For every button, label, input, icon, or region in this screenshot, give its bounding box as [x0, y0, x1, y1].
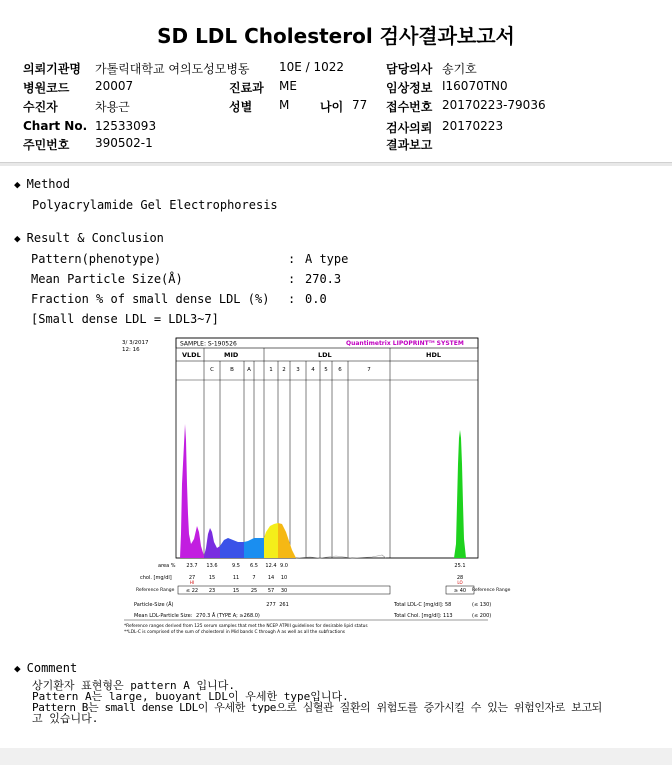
institution-value: 가톨릭대학교 여의도성모병동	[95, 62, 250, 76]
chol-lo-flag: LO	[457, 580, 463, 585]
resident-value: 390502-1	[95, 136, 153, 150]
area-ldl2: 9.0	[280, 563, 288, 569]
chol-c: 15	[208, 575, 216, 581]
hospital-code-label: 병원코드	[23, 81, 70, 95]
doctor-value: 송기호	[442, 62, 477, 76]
band-5: 5	[324, 367, 328, 373]
area-c: 13.6	[206, 563, 218, 569]
band-1: 1	[269, 367, 273, 373]
comment-line-2: Pattern A는 large, buoyant LDL이 우세한 type입니다.	[32, 690, 349, 703]
band-b: B	[230, 367, 234, 373]
band-4: 4	[311, 367, 315, 373]
request-value: 20170223	[442, 119, 504, 133]
ref-row-label: Reference Range	[136, 588, 175, 593]
total-chol: Total Chol. [mg/dl]: 113	[394, 613, 453, 619]
clinical-info-value: I16070TN0	[442, 79, 508, 93]
chol-hdl: 28	[456, 575, 464, 581]
lipoprint-time: 12: 16	[122, 347, 140, 353]
fraction-value: 0.0	[305, 292, 327, 306]
pattern-value: A type	[305, 252, 349, 266]
age-value: 77	[352, 98, 368, 112]
footnote-2: **LDL-C is comprised of the sum of cholesterol in Mid bands C through A as well as all the subfractions	[124, 630, 346, 635]
ref-hdl: ≥ 40	[453, 588, 467, 594]
lipoprint-brand: Quantimetrix LIPOPRINT™ SYSTEM	[346, 340, 464, 347]
chol-ldl1: 14	[267, 575, 275, 581]
ward-value: 10E / 1022	[279, 60, 345, 74]
report-label: 결과보고	[386, 138, 433, 152]
department-value: ME	[279, 79, 297, 93]
group-vldl: VLDL	[182, 351, 201, 359]
doctor-label: 담당의사	[386, 62, 433, 76]
comment-line-1: 상기환자 표현형은 pattern A 입니다.	[32, 679, 235, 692]
area-a: 6.5	[250, 563, 258, 569]
ref-ldl2: 30	[280, 588, 288, 594]
group-ldl: LDL	[318, 351, 332, 359]
group-hdl: HDL	[426, 351, 441, 359]
mean-size-label: Mean LDL-Particle Size:	[134, 613, 193, 619]
chart-no-label: Chart No.	[23, 119, 88, 133]
ref-b: 15	[232, 588, 240, 594]
ref-a: 25	[250, 588, 258, 594]
diamond-bullet-icon: ◆	[14, 662, 21, 675]
band-6: 6	[338, 367, 342, 373]
area-b: 9.5	[232, 563, 240, 569]
result-heading	[14, 231, 164, 245]
pattern-label: Pattern(phenotype)	[31, 252, 162, 266]
lipoprint-date: 3/ 3/2017	[122, 340, 149, 346]
header-divider	[0, 162, 672, 166]
total-ldlc-ref: (≤ 130)	[472, 602, 492, 608]
hospital-code-value: 20007	[95, 79, 134, 93]
chol-a: 7	[252, 575, 256, 581]
area-ldl1: 12.4	[265, 563, 277, 569]
lipoprint-report	[120, 334, 511, 642]
band-a: A	[247, 367, 251, 373]
chol-vldl: 27	[188, 575, 196, 581]
band-c: C	[210, 367, 214, 373]
area-hdl: 25.1	[454, 563, 466, 569]
particle-row-label: Particle-Size (Å)	[134, 602, 174, 608]
sex-value: M	[279, 98, 290, 112]
particle-ldl1: 277	[266, 602, 276, 608]
particle-size-label: Mean Particle Size(Å)	[31, 272, 183, 286]
comment-heading	[14, 661, 77, 675]
department-label: 진료과	[229, 81, 264, 95]
receipt-value: 20170223-79036	[442, 98, 546, 112]
footnote-1: *Reference ranges derived from 125 serum samples that met the NCEP ATPIII guidelines for desirable lipid status	[124, 624, 368, 629]
band-2: 2	[282, 367, 286, 373]
area-row-label: area %	[158, 563, 176, 569]
comment-heading-text: Comment	[26, 661, 78, 675]
institution-label: 의뢰기관명	[23, 62, 81, 76]
fraction-sep: :	[288, 292, 296, 306]
result-heading-text: Result & Conclusion	[26, 231, 164, 245]
mean-size-value: 270.3 Å (TYPE A; ≥268.0)	[196, 613, 260, 619]
particle-size-value: 270.3	[305, 272, 342, 286]
comment-line-3: Pattern B는 small dense LDL이 우세한 type으로 심혈관 질환의 위험도를 증가시킬 수 있는 위험인자로 보고되	[32, 701, 602, 714]
band-7: 7	[367, 367, 371, 373]
receipt-label: 접수번호	[386, 100, 433, 114]
lipoprint-sample: SAMPLE: S-190526	[180, 340, 237, 348]
diamond-bullet-icon: ◆	[14, 178, 21, 191]
area-vldl: 23.7	[186, 563, 198, 569]
age-label: 나이	[320, 100, 344, 114]
method-text: Polyacrylamide Gel Electrophoresis	[32, 198, 278, 212]
chol-row-label: chol. [mg/dl]	[140, 575, 172, 581]
clinical-info-label: 임상정보	[386, 81, 433, 95]
particle-size-sep: :	[288, 272, 296, 286]
total-chol-ref: (≤ 200)	[472, 613, 492, 619]
patient-label: 수진자	[23, 100, 58, 114]
chol-ldl2: 10	[280, 575, 288, 581]
method-heading	[14, 177, 70, 191]
sex-label: 성별	[229, 100, 253, 114]
band-3: 3	[296, 367, 300, 373]
footer-band	[0, 748, 672, 765]
ref-range-right: Reference Range	[472, 588, 511, 593]
fraction-label: Fraction % of small dense LDL (%)	[31, 292, 270, 306]
patient-value: 차용근	[95, 100, 130, 114]
ref-vldl: ≤ 22	[185, 588, 199, 594]
chart-no-value: 12533093	[95, 119, 157, 133]
request-label: 검사의뢰	[386, 121, 433, 135]
group-mid: MID	[224, 351, 239, 359]
diamond-bullet-icon: ◆	[14, 232, 21, 245]
report-title: SD LDL Cholesterol 검사결과보고서	[157, 24, 515, 48]
ref-ldl1: 57	[267, 588, 275, 594]
comment-line-4: 고 있습니다.	[32, 712, 99, 725]
ref-c: 23	[208, 588, 216, 594]
particle-ldl2: 261	[279, 602, 289, 608]
chol-b: 11	[232, 575, 240, 581]
method-heading-text: Method	[26, 177, 70, 191]
pattern-sep: :	[288, 252, 296, 266]
chol-hi-flag: HI	[189, 580, 195, 585]
total-ldlc: Total LDL-C [mg/dl]: 58	[394, 602, 452, 608]
small-dense-note: [Small dense LDL = LDL3~7]	[31, 312, 219, 326]
resident-label: 주민번호	[23, 138, 70, 152]
